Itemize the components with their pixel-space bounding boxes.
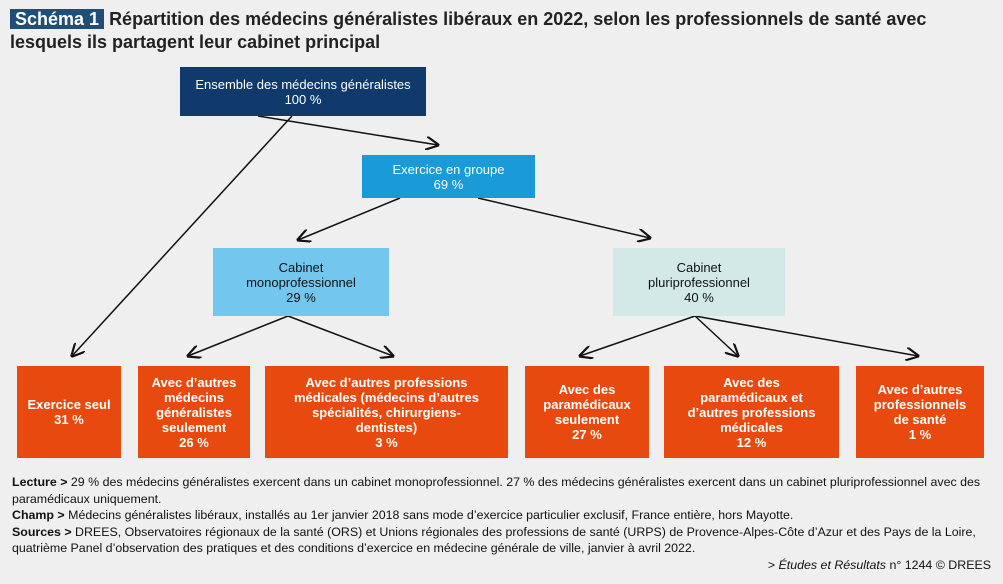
arrow-groupe-mono bbox=[298, 198, 400, 240]
arrow-mono-prof bbox=[288, 316, 393, 356]
node-exercice-groupe: Exercice en groupe 69 % bbox=[362, 155, 535, 198]
node-cabinet-mono: Cabinet monoprofessionnel 29 % bbox=[213, 248, 389, 316]
node-ensemble: Ensemble des médecins généralistes 100 % bbox=[180, 67, 426, 116]
node-paramedicaux-seulement: Avec des paramédicaux seulement 27 % bbox=[525, 366, 649, 458]
arrow-groupe-pluri bbox=[478, 198, 650, 238]
node-exercice-seul: Exercice seul 31 % bbox=[17, 366, 121, 458]
node-paramedicaux-professions: Avec des paramédicaux et d’autres professions médicales 12 % bbox=[664, 366, 839, 458]
figure-tag: Schéma 1 bbox=[10, 9, 104, 29]
arrow-root-groupe bbox=[258, 116, 438, 145]
node-cabinet-pluri: Cabinet pluriprofessionnel 40 % bbox=[613, 248, 785, 316]
publication-reference: > Études et Résultats n° 1244 © DREES bbox=[767, 558, 991, 572]
note-champ: Champ > Médecins généralistes libéraux, installés au 1er janvier 2018 sans mode d’exercice particulier exclusif, France entière, hors Mayotte. bbox=[12, 508, 794, 523]
note-lecture: Lecture > 29 % des médecins généralistes exercent dans un cabinet monoprofessionnel. 27 % des médecins généralistes exercent dans un cabinet pluriprofessionnel avec des paramédicaux uniquement. bbox=[12, 475, 981, 506]
arrow-pluri-para bbox=[580, 316, 695, 356]
arrow-mono-gen bbox=[188, 316, 288, 356]
node-generalistes-seulement: Avec d’autres médecins généralistes seulement 26 % bbox=[138, 366, 250, 458]
note-sources: Sources > DREES, Observatoires régionaux de la santé (ORS) et Unions régionales des professions de santé (URPS) de Provence-Alpes-Côte d’Azur et des Pays de la Loire, quatrième Panel d’observation des pratiques et des conditions d’exercice en médecine générale de ville, janvier à avril 2022. bbox=[12, 524, 976, 556]
footnotes bbox=[12, 474, 992, 557]
node-professions-medicales: Avec d’autres professions médicales (médecins d’autres spécialités, chirurgiens-dentistes) 3 % bbox=[265, 366, 508, 458]
arrow-root-seul bbox=[72, 116, 292, 356]
title-text: Répartition des médecins généralistes libéraux en 2022, selon les professionnels de santé avec lesquels ils partagent leur cabinet principal bbox=[10, 9, 927, 52]
arrow-pluri-autres bbox=[695, 316, 918, 356]
node-autres-professionnels: Avec d’autres professionnels de santé 1 % bbox=[856, 366, 984, 458]
